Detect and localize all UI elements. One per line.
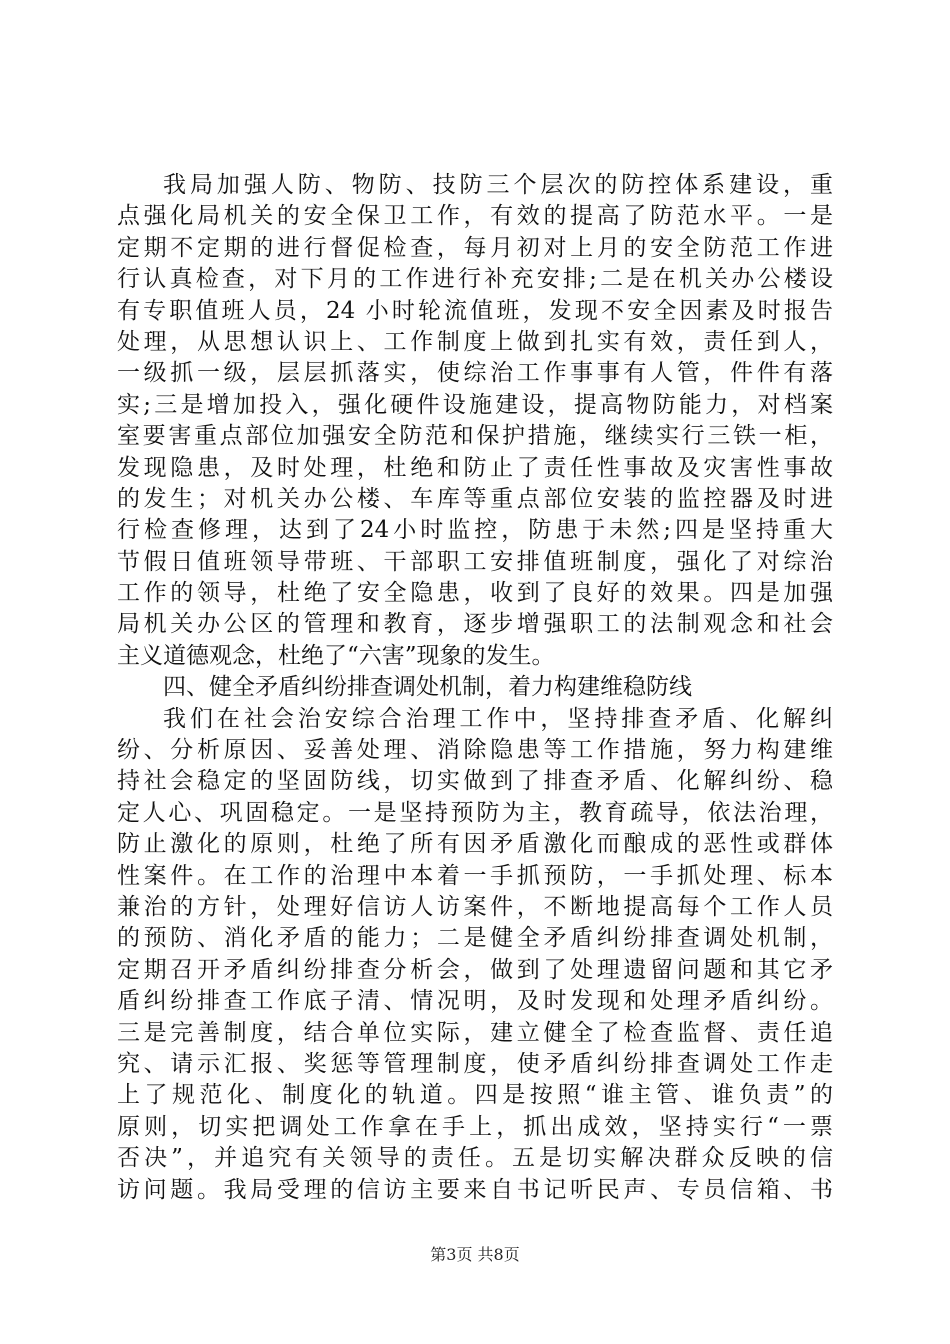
text-line: 持社会稳定的坚固防线，切实做到了排查矛盾、化解纠纷、稳 (117, 768, 833, 795)
text-line: 行检查修理，达到了24小时监控，防患于未然;四是坚持重大 (117, 517, 833, 544)
text-line: 室要害重点部位加强安全防范和保护措施，继续实行三铁一柜， (117, 423, 833, 450)
text-line: 节假日值班领导带班、干部职工安排值班制度，强化了对综治 (117, 548, 833, 575)
text-line: 定人心、巩固稳定。一是坚持预防为主，教育疏导，依法治理， (117, 799, 833, 826)
text-line: 定期召开矛盾纠纷排查分析会，做到了处理遗留问题和其它矛 (117, 956, 833, 983)
text-line: 工作的领导，杜绝了安全隐患，收到了良好的效果。四是加强 (117, 580, 833, 607)
document-body (117, 170, 833, 1206)
text-line: 实;三是增加投入，强化硬件设施建设，提高物防能力，对档案 (117, 391, 833, 418)
text-line: 防止激化的原则，杜绝了所有因矛盾激化而酿成的恶性或群体 (117, 831, 833, 858)
text-line: 访问题。我局受理的信访主要来自书记听民声、专员信箱、书 (117, 1176, 833, 1203)
text-line: 有专职值班人员，24 小时轮流值班，发现不安全因素及时报告 (117, 297, 833, 324)
text-line: 究、请示汇报、奖惩等管理制度，使矛盾纠纷排查调处工作走 (117, 1050, 833, 1077)
text-line: 原则，切实把调处工作拿在手上，抓出成效，坚持实行“一票 (117, 1113, 833, 1140)
text-line: 否决”，并追究有关领导的责任。五是切实解决群众反映的信 (117, 1145, 833, 1172)
page-footer: 第3页 共8页 (430, 1245, 520, 1264)
text-line: 三是完善制度，结合单位实际，建立健全了检查监督、责任追 (117, 1019, 833, 1046)
text-line: 处理，从思想认识上、工作制度上做到扎实有效，责任到人， (117, 328, 833, 355)
text-line: 兼治的方针，处理好信访人访案件，不断地提高每个工作人员 (117, 893, 833, 920)
text-line: 行认真检查，对下月的工作进行补充安排;二是在机关办公楼设 (117, 266, 833, 293)
text-line: 四、健全矛盾纠纷排查调处机制，着力构建维稳防线 (163, 674, 692, 701)
text-line: 发现隐患，及时处理，杜绝和防止了责任性事故及灾害性事故 (117, 454, 833, 481)
text-line: 我们在社会治安综合治理工作中，坚持排查矛盾、化解纠 (163, 705, 833, 732)
text-line: 点强化局机关的安全保卫工作，有效的提高了防范水平。一是 (117, 203, 833, 230)
text-line: 局机关办公区的管理和教育，逐步增强职工的法制观念和社会 (117, 611, 833, 638)
text-line: 纷、分析原因、妥善处理、消除隐患等工作措施，努力构建维 (117, 737, 833, 764)
text-line: 一级抓一级，层层抓落实，使综治工作事事有人管，件件有落 (117, 360, 833, 387)
text-line: 盾纠纷排查工作底子清、情况明，及时发现和处理矛盾纠纷。 (117, 988, 833, 1015)
text-line: 上了规范化、制度化的轨道。四是按照“谁主管、谁负责”的 (117, 1082, 833, 1109)
text-line: 主义道德观念，杜绝了“六害”现象的发生。 (117, 642, 555, 669)
text-line: 性案件。在工作的治理中本着一手抓预防，一手抓处理、标本 (117, 862, 833, 889)
text-line: 的预防、消化矛盾的能力；二是健全矛盾纠纷排查调处机制， (117, 925, 833, 952)
text-line: 的发生；对机关办公楼、车库等重点部位安装的监控器及时进 (117, 485, 833, 512)
text-line: 我局加强人防、物防、技防三个层次的防控体系建设，重 (163, 172, 833, 198)
text-line: 定期不定期的进行督促检查，每月初对上月的安全防范工作进 (117, 234, 833, 261)
